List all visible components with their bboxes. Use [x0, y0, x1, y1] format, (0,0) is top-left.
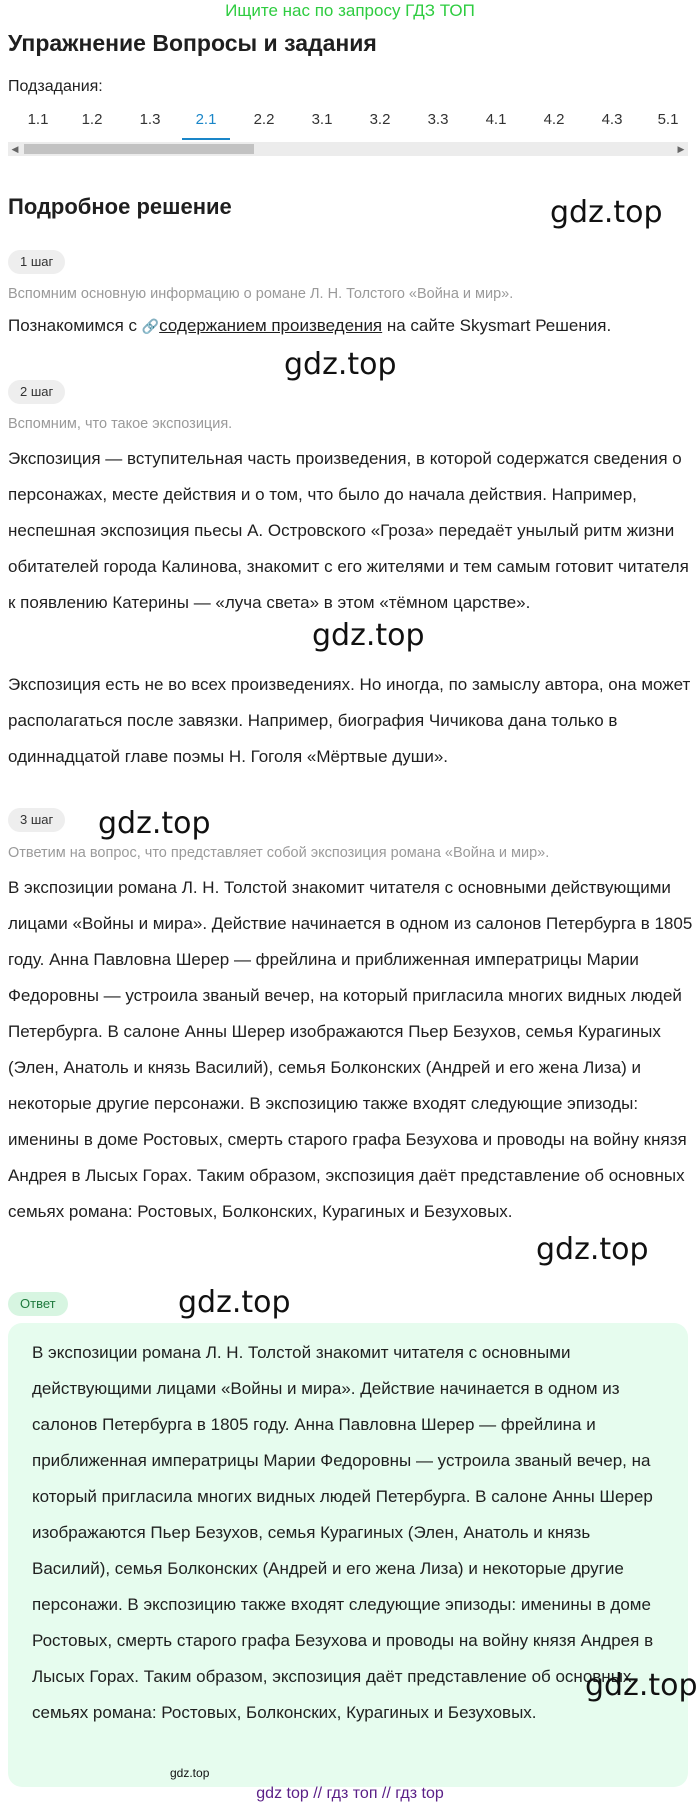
tab-5-1[interactable]: 5.1 [657, 111, 679, 128]
step-2-paragraph-1: Экспозиция — вступительная часть произведения, в которой содержатся сведения о персонажах, месте действия и о том, что было до начала действия. Например, неспешная экспозиция пьесы А. Островского «Гроза» передаёт унылый ритм жизни обитателей города Калинова, знакомит с его жителями и тем самым готовит читателя к появлению Катерины — «луча света» в этом «тёмном царстве». [8, 449, 689, 612]
step-3-hint: Ответим на вопрос, что представляет собой экспозиция романа «Война и мир». [8, 845, 550, 861]
tab-4-3[interactable]: 4.3 [601, 111, 623, 128]
tab-1-1[interactable]: 1.1 [27, 111, 49, 128]
step-2-hint: Вспомним, что такое экспозиция. [8, 416, 233, 432]
step-3-badge: 3 шаг [8, 808, 65, 832]
subtasks-label: Подзадания: [8, 78, 103, 95]
tab-3-3[interactable]: 3.3 [427, 111, 449, 128]
solution-heading: Подробное решение [8, 194, 232, 219]
content-link[interactable]: содержанием произведения [159, 316, 383, 335]
watermark: gdz.top [536, 1232, 649, 1267]
watermark: gdz.top [550, 195, 663, 230]
watermark: gdz.top [98, 806, 211, 841]
tab-4-2[interactable]: 4.2 [543, 111, 565, 128]
watermark: gdz.top [284, 347, 397, 382]
answer-box [8, 1323, 688, 1787]
search-banner: Ищите нас по запросу ГДЗ ТОП [225, 1, 475, 20]
watermark: gdz.top [312, 618, 425, 653]
step-1-text-before: Познакомимся с [8, 316, 142, 335]
step-1-text [8, 314, 611, 338]
watermark: gdz.top [585, 1668, 698, 1703]
scroll-thumb[interactable] [24, 144, 254, 154]
tab-4-1[interactable]: 4.1 [485, 111, 507, 128]
subtask-tabs [8, 106, 688, 138]
small-watermark: gdz.top [170, 1766, 210, 1780]
answer-text: В экспозиции романа Л. Н. Толстой знакомит читателя с основными действующими лицами «Войны и мира». Действие начинается в одном из салонов Петербурга в 1805 году. Анна Павловна Шерер — фрейлина и приближенная императрицы Марии Федоровны — устроила званый вечер, на который пригласила многих видных людей Петербурга. В салоне Анны Шерер изображаются Пьер Безухов, семья Курагиных (Элен, Анатоль и князь Василий), семья Болконских (Андрей и его жена Лиза) и некоторые другие персонажи. В экспозицию также входят следующие эпизоды: именины в доме Ростовых, смерть старого графа Безухова и проводы на войну князя Андрея в Лысых Горах. Таким образом, экспозиция даёт представление об основных семьях романа: Ростовых, Болконских, Курагиных и Безуховых. [32, 1343, 654, 1722]
answer-badge: Ответ [8, 1292, 68, 1316]
tab-2-2[interactable]: 2.2 [253, 111, 275, 128]
step-3-paragraph: В экспозиции романа Л. Н. Толстой знакомит читателя с основными действующими лицами «Войны и мира». Действие начинается в одном из салонов Петербурга в 1805 году. Анна Павловна Шерер — фрейлина и приближенная императрицы Марии Федоровны — устроила званый вечер, на который пригласила многих видных людей Петербурга. В салоне Анны Шерер изображаются Пьер Безухов, семья Курагиных (Элен, Анатоль и князь Василий), семья Болконских (Андрей и его жена Лиза) и некоторые другие персонажи. В экспозицию также входят следующие эпизоды: именины в доме Ростовых, смерть старого графа Безухова и проводы на войну князя Андрея в Лысых Горах. Таким образом, экспозиция даёт представление об основных семьях романа: Ростовых, Болконских, Курагиных и Безуховых. [8, 878, 693, 1221]
link-icon: 🔗 [141, 318, 160, 334]
step-1-badge: 1 шаг [8, 250, 65, 274]
tabs-scrollbar[interactable] [8, 142, 688, 156]
watermark: gdz.top [178, 1285, 291, 1320]
tab-1-2[interactable]: 1.2 [81, 111, 103, 128]
page-title: Упражнение Вопросы и задания [8, 30, 377, 56]
footer-links: gdz top // гдз топ // гдз top [256, 1785, 444, 1802]
scroll-right-icon[interactable]: ▶ [677, 144, 685, 154]
step-1-text-after: на сайте Skysmart Решения. [382, 316, 612, 335]
tab-3-1[interactable]: 3.1 [311, 111, 333, 128]
tab-1-3[interactable]: 1.3 [139, 111, 161, 128]
step-1-hint: Вспомним основную информацию о романе Л. Н. Толстого «Война и мир». [8, 286, 514, 302]
tab-3-2[interactable]: 3.2 [369, 111, 391, 128]
step-2-paragraph-2: Экспозиция есть не во всех произведениях. Но иногда, по замыслу автора, она может располагаться после завязки. Например, биография Чичикова дана только в одиннадцатой главе поэмы Н. Гоголя «Мёртвые души». [8, 675, 691, 766]
scroll-left-icon[interactable]: ◀ [11, 144, 19, 154]
step-2-badge: 2 шаг [8, 380, 65, 404]
tab-2-1[interactable]: 2.1 [182, 106, 230, 140]
